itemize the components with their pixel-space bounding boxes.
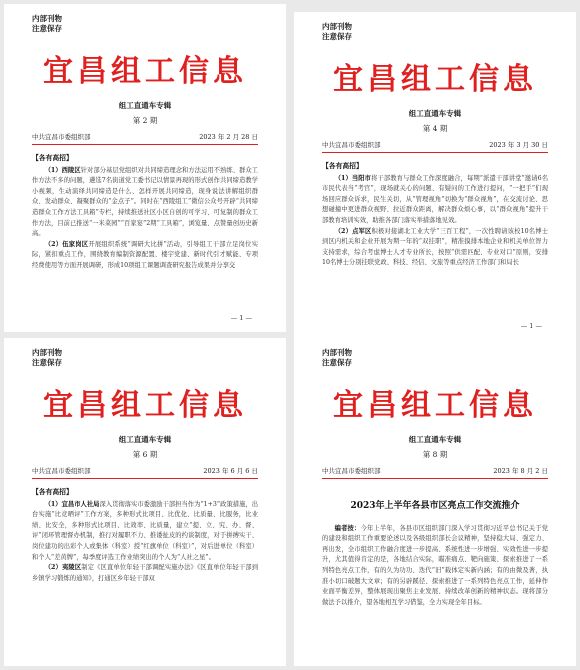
issue-meta [32, 132, 258, 145]
paragraph: （1）宜昌市人社局深入贯彻落实市委激励干部担当作为“1+3”政策措施，出台实施“比竞晒评”工作方案，多种形式比项目、比优化、比质量、比服务，比业绩、比安全，多种形式比项目、比效率、比质量，建立“提、立、究、办、督、评”闭环管理督办机制，推行对履职不力、推诿扯皮的约谈制度，对于拼搏实干、岗位建功的出彩个人或集体（科室）授“红旗单位（科室）”，对后进单位（科室）和个人“差黄牌”，每季度评选工作业绩突出的个人为“人社之星”。 [32, 500, 258, 561]
paragraph: （2）夷陵区制定《区直单位年轻干部调配实施办法》《区直单位年轻干部到乡镇学习锻炼的通知》，打通区乡年轻干部双 [32, 564, 258, 582]
issue-meta [322, 466, 548, 479]
section-heading: 【各有高招】 [322, 162, 363, 170]
issuer: 中共宜昌市委组织部 [32, 133, 91, 141]
issue-date: 2023 年 6 月 6 日 [203, 467, 258, 475]
paragraph: 编者按：今年上半年，各县市区组织部门深入学习贯彻习近平总书记关于党的建设和组织工作重要论述以及各级组织部长会议精神，坚持稳大局、强定力、再出发，全市组织工作融合度进一步提高、系统性进一步增强、实效性进一步提升，尤其值得肯定的是，各地结合实际，瞄准痛点、靶向施策、探索推进了一系列特色亮点工作，有的久为功功、迭代“旧”载体定实新内涵；有的由微及著，执准小切口破题大文章；有的另辟蹊径、探索推进了一系列特色亮点工作，延伸作业面平衡差异，整体展现出聚焦主业发展、持续改革创新的精神状态。现将部分做法予以推介，望各地相互学习借鉴，全力实现全年目标。 [322, 524, 549, 606]
issue-number: 第 8 期 [422, 450, 448, 459]
article-title: 2023年上半年各县市区亮点工作交流推介 [350, 501, 520, 511]
paragraph: （1）当阳市将干部教育与群众工作深度融合，每期“派遣干部讲堂”邀请6名市民代表当“考官”，现场就关心的问题、有疑问的工作进行提问，“一把手”们现场回应群众诉求，民生关切，从“管理视角”切换为“群众视角”，在交流讨论、思想碰撞中更进群众视野、拉近群众距离，解决群众烦心事，以“群众视角”提升干部教育培训实效，助推各部门落实举措落地见效。 [322, 174, 548, 224]
section-heading: 【各有高招】 [32, 154, 73, 162]
document-page-issue-2 [4, 4, 286, 332]
internal-label: 内部刊物 注意保存 [32, 14, 62, 33]
paragraph: （2）伍家岗区开展组织系统“调研大比拼”活动，引导组工干部立足岗位实际，紧扣重点工作，围绕教育编制资源配置、楼宇党建、新时代引才赋能、专项经费使用等方面开展调研，形成10项组工课题调查研究报告成果并分享交 [32, 240, 258, 269]
issue-date: 2023 年 3 月 30 日 [489, 141, 548, 149]
page-body [32, 487, 258, 584]
issue-date: 2023 年 8 月 2 日 [493, 467, 548, 475]
page-body [32, 153, 258, 272]
special-edition-label: 组工直通车专辑 [408, 435, 462, 444]
paragraph: （2）点军区积极对接湖北工业大学“三百工程”，一次性聘请该校10名博士到区内机关和企业开展为期一年的“双挂职”，精准摸排本地企业和机关单位智力支持需求，综合考虑博士人才专业所长，按照“供需匹配、专业对口”原则，安排10名博士分别挂联党政、科技、经信、文旅等重点经济工作部门和局长 [322, 227, 549, 267]
issuer: 中共宜昌市委组织部 [32, 467, 91, 475]
masthead-title: 宜昌组工信息 [333, 388, 537, 423]
issue-number: 第 6 期 [132, 450, 158, 459]
issuer: 中共宜昌市委组织部 [322, 141, 381, 149]
internal-label: 内部刊物 注意保存 [322, 348, 352, 367]
paragraph: （1）西陵区针对部分基层党组织对共同缔造理念和方法运用不熟练、群众工作方法不多的问题，遴选7名街道党工委书记以情景再现的形式创作共同缔造教学小视频，生动演绎共同缔造是什么、怎样开展共同缔造，现身说法讲解组织群众、发动群众、凝聚群众的“金点子”。同时在“西陵组工”微信公众号开辟“共同缔造群众工作方法工具箱”专栏，持续推送社区小区自创的可学习、可复制的群众工作方法，目前已推送“一米菜园”“百家宴”2期“工具箱”，浏览量、点赞量创历史新高。 [32, 166, 258, 238]
masthead-title: 宜昌组工信息 [43, 388, 247, 423]
internal-label: 内部刊物 注意保存 [32, 348, 62, 367]
special-edition-label: 组工直通车专辑 [408, 109, 462, 118]
document-page-issue-8 [294, 338, 576, 666]
issue-number: 第 2 期 [132, 116, 158, 125]
document-page-issue-6 [4, 338, 286, 666]
issue-date: 2023 年 2 月 28 日 [199, 133, 258, 141]
issuer: 中共宜昌市委组织部 [322, 467, 381, 475]
page-number: — 1 — [230, 314, 252, 322]
document-page-issue-4 [294, 12, 576, 340]
page-number: — 1 — [520, 322, 542, 330]
special-edition-label: 组工直通车专辑 [118, 101, 172, 110]
issue-number: 第 4 期 [422, 124, 448, 133]
issue-meta [32, 466, 258, 479]
page-body [322, 487, 548, 608]
masthead-title: 宜昌组工信息 [333, 62, 537, 97]
internal-label: 内部刊物 注意保存 [322, 22, 352, 41]
page-body [322, 161, 548, 269]
section-heading: 【各有高招】 [32, 488, 73, 496]
special-edition-label: 组工直通车专辑 [118, 435, 172, 444]
masthead-title: 宜昌组工信息 [43, 54, 247, 89]
issue-meta [322, 140, 548, 153]
